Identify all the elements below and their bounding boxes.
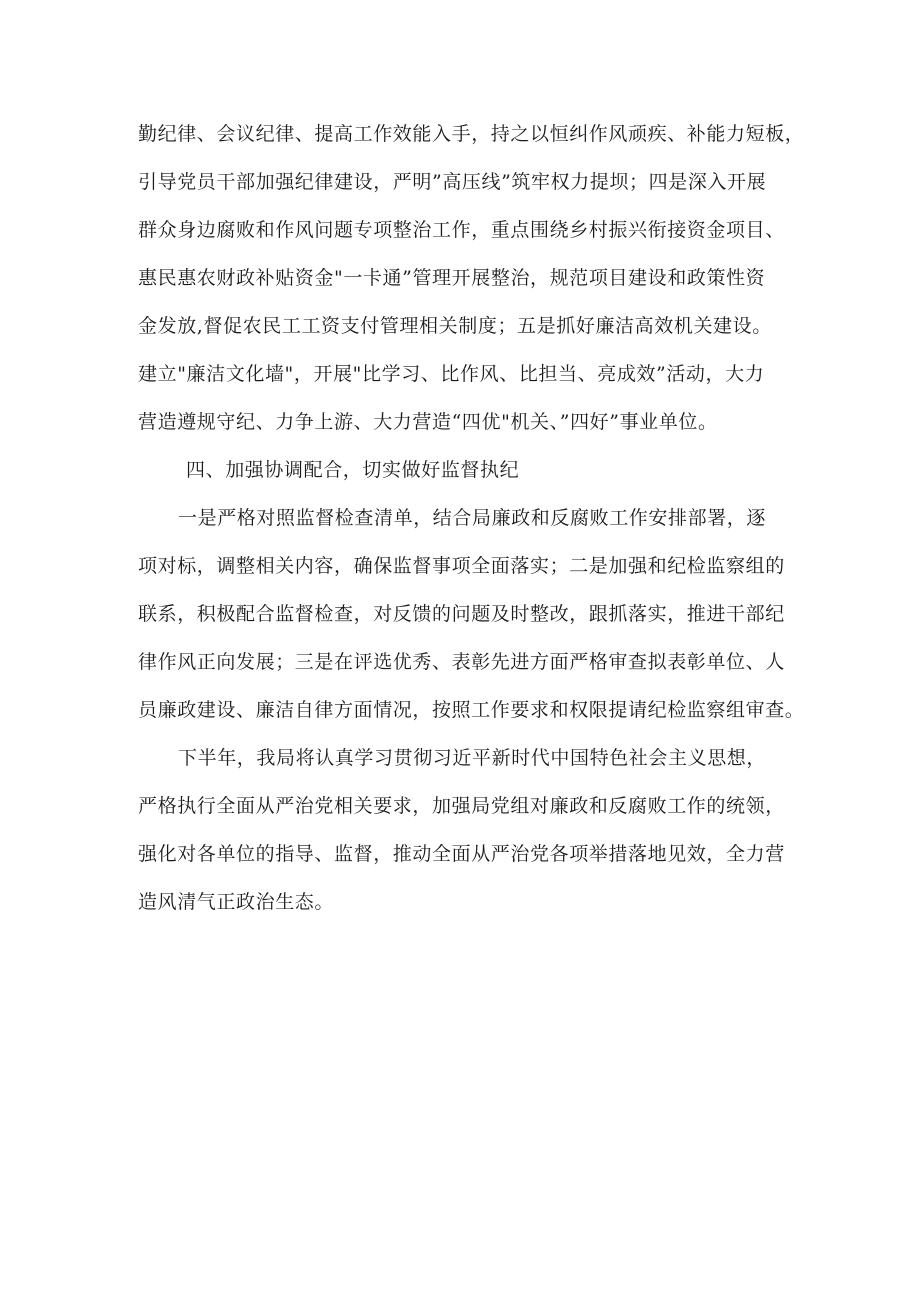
paragraph-continued (138, 110, 818, 446)
text-line: 勤纪律、会议纪律、提高工作效能入手，持之以恒纠作风顽疾、补能力短板， (138, 123, 805, 145)
text-line: 营造遵规守纪、力争上游、大力营造“四优"机关、”四好”事业单位。 (138, 411, 718, 433)
text-line: 引导党员干部加强纪律建设，严明”高压线”筑牢权力提坝；四是深入开展 (138, 171, 767, 193)
section-heading: 四、加强协调配合，切实做好监督执纪 (186, 459, 520, 481)
text-line: 强化对各单位的指导、监督，推动全面从严治党各项举措落地见效，全力营 (138, 843, 785, 865)
text-line: 惠民惠农财政补贴资金"一卡通”管理开展整治，规范项目建设和政策性资 (138, 267, 766, 289)
document-body (138, 110, 818, 926)
text-line: 群众身边腐败和作风问题专项整治工作，重点围绕乡村振兴衔接资金项目、 (138, 219, 785, 241)
text-line: 项对标，调整相关内容，确保监督事项全面落实；二是加强和纪检监察组的 (138, 555, 785, 577)
text-line: 造风清气正政治生态。 (138, 891, 335, 913)
paragraph-second-half-plan (138, 734, 818, 926)
text-line: 律作风正向发展；三是在评选优秀、表彰先进方面严格审查拟表彰单位、人 (138, 651, 785, 673)
text-line: 联系，积极配合监督检查，对反馈的问题及时整改，跟抓落实，推进干部纪 (138, 603, 785, 625)
text-line: 一是严格对照监督检查清单，结合局廉政和反腐败工作安排部署，逐 (178, 507, 767, 529)
text-line: 下半年，我局将认真学习贯彻习近平新时代中国特色社会主义思想， (178, 747, 767, 769)
text-line: 建立"廉洁文化墙"，开展"比学习、比作风、比担当、亮成效”活动，大力 (138, 363, 765, 385)
text-line: 严格执行全面从严治党相关要求，加强局党组对廉政和反腐败工作的统领， (138, 795, 785, 817)
text-line: 员廉政建设、廉洁自律方面情况，按照工作要求和权限提请纪检监察组审查。 (138, 699, 805, 721)
paragraph-supervision (138, 494, 818, 734)
text-line: 金发放,督促农民工工资支付管理相关制度；五是抓好廉洁高效机关建设。 (138, 315, 772, 337)
